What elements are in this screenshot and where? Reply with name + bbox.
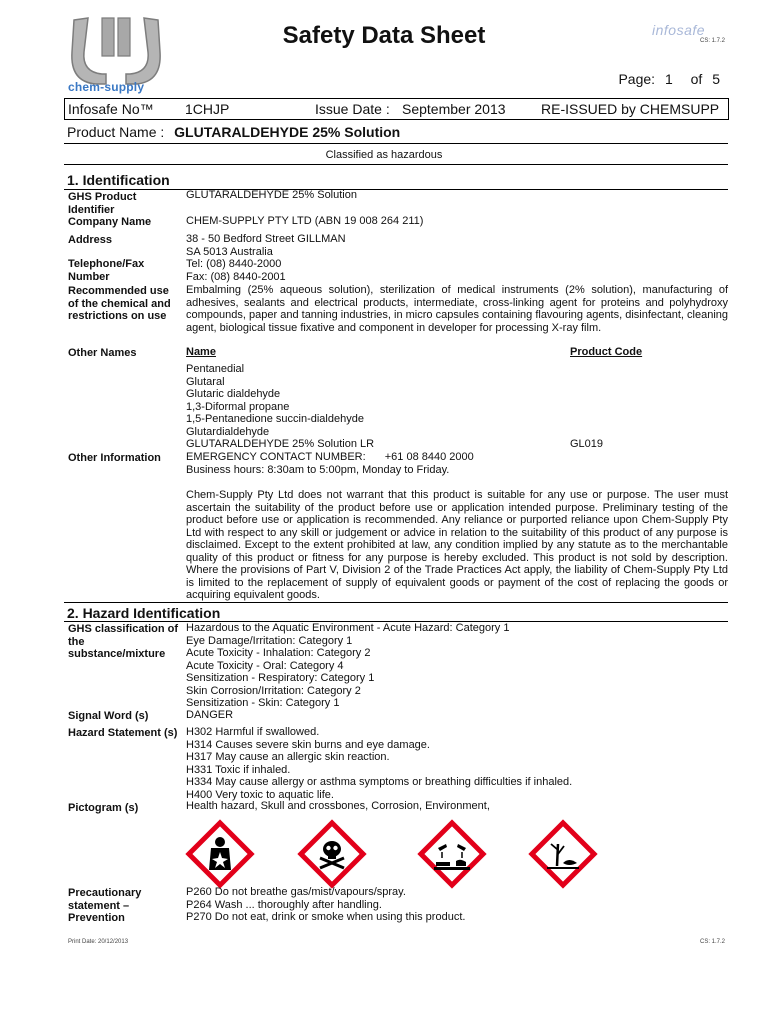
company-name-value [186, 215, 728, 228]
ghs-identifier-value [186, 189, 728, 202]
pictogram-value [186, 800, 728, 813]
precautionary-prevention-label: Precautionary statement – Prevention [68, 887, 142, 924]
product-lr-name: GLUTARALDEHYDE 25% Solution LR [186, 438, 375, 450]
page-of: of [690, 71, 703, 87]
telephone-fax-value [186, 258, 728, 283]
hazard-statement-item: H334 May cause allergy or asthma symptoms or breathing difficulties if inhaled. [186, 776, 573, 788]
address-line: 38 - 50 Bedford Street GILLMAN [186, 233, 346, 245]
corrosion-icon [416, 818, 488, 890]
product-lr-row [186, 438, 728, 451]
recommended-use-value [186, 284, 728, 334]
emergency-number: +61 08 8440 2000 [384, 451, 474, 463]
health-hazard-icon [184, 818, 256, 890]
company-name-label: Company Name [68, 216, 152, 228]
pictogram-text: Health hazard, Skull and crossbones, Corrosion, Environment, [186, 800, 490, 812]
hazard-statement-list [186, 726, 728, 801]
hazard-statement-label: Hazard Statement (s) [68, 727, 178, 739]
page-label: Page: [618, 71, 656, 87]
disclaimer [186, 489, 728, 602]
ghs-classification-label: GHS classification of the substance/mixture [68, 623, 179, 660]
address-line: SA 5013 Australia [186, 245, 273, 258]
name-column-header: Name [186, 346, 216, 358]
ghs-classification-item: Acute Toxicity - Oral: Category 4 [186, 659, 344, 672]
hazard-statement-item: H400 Very toxic to aquatic life. [186, 788, 334, 801]
precautionary-statement-item: P260 Do not breathe gas/mist/vapours/spray. [186, 886, 406, 898]
signal-word-value [186, 709, 728, 722]
telephone: Tel: (08) 8440-2000 [186, 258, 282, 270]
other-name-item: 1,5-Pentanedione succin-dialdehyde [186, 413, 364, 425]
address-value [186, 233, 728, 258]
telephone-fax-label: Telephone/Fax Number [68, 258, 145, 283]
precautionary-list [186, 886, 728, 924]
address-label: Address [68, 234, 113, 246]
infosafe-no-label: Infosafe No™ [68, 101, 154, 117]
issue-date-label: Issue Date : [315, 101, 390, 117]
print-date: Print Date: 20/12/2013 [68, 939, 129, 945]
info-box [64, 98, 729, 120]
page-total: 5 [712, 71, 720, 87]
other-names-list [186, 363, 728, 438]
company-name-text: CHEM-SUPPLY PTY LTD (ABN 19 008 264 211) [186, 215, 424, 227]
ghs-classification-item: Sensitization - Skin: Category 1 [186, 697, 340, 709]
page-indicator [612, 71, 720, 87]
product-code: GL019 [570, 438, 604, 450]
hazard-statement-item: H302 Harmful if swallowed. [186, 726, 320, 738]
cs-version-top: CS: 1.7.2 [700, 38, 726, 44]
recommended-use-label: Recommended use of the chemical and restrictions on use [68, 285, 171, 322]
cs-version-footer: CS: 1.7.2 [700, 939, 726, 945]
other-name-item: Glutaric dialdehyde [186, 388, 281, 400]
other-information-label: Other Information [68, 452, 161, 464]
hazard-statement-item: H314 Causes severe skin burns and eye damage. [186, 738, 430, 751]
product-name: GLUTARALDEHYDE 25% Solution [174, 124, 401, 140]
section-1-title: 1. Identification [67, 172, 170, 188]
logo-text: chem-supply [68, 80, 145, 94]
skull-crossbones-icon [296, 818, 368, 890]
ghs-classification-list [186, 622, 728, 710]
precautionary-statement-item: P270 Do not eat, drink or smoke when using this product. [186, 911, 466, 923]
ghs-identifier-text: GLUTARALDEHYDE 25% Solution [186, 189, 357, 201]
ghs-classification-item: Sensitization - Respiratory: Category 1 [186, 672, 375, 684]
product-code-column-header: Product Code [570, 346, 643, 358]
recommended-use-text: Embalming (25% aqueous solution), sterilization of medical instruments (2% solution), manufacturing of adhesives, sealants and electrical products, intermediate, cross-linking agent for proteins and polyhydroxy compounds, paper and tanning industries, in micro capsules containing flavouring agents, disinfectant, cleaning agent, biological tissue fixative and component in developer for processing X-ray film. [186, 284, 728, 334]
disclaimer-text: Chem-Supply Pty Ltd does not warrant that this product is suitable for any use or purpose. The user must ascertain the suitability of the product before use or application intended purpose. Preliminary testing of the product before use or application is recommended. Any reliance or purported reliance upon Chem-Supply Pty Ltd with respect to any skill or judgement or advice in relation to the suitability of this product of any purpose is disclaimed. Except to the extent prohibited at law, any condition implied by any statute as to the merchantable quality of this product or fitness for any purpose is hereby excluded. This product is not sold by description. Where the provisions of Part V, Division 2 of the Trade Practices Act apply, the liability of Chem-Supply Pty Ltd is limited to the replacement of supply of equivalent goods or payment of the cost of replacing the goods or acquiring equivalent goods. [186, 489, 728, 601]
other-name-item: Glutardialdehyde [186, 425, 270, 438]
issue-date: September 2013 [402, 101, 506, 117]
fax: Fax: (08) 8440-2001 [186, 270, 286, 283]
signal-word: DANGER [186, 709, 234, 721]
classification-status: Classified as hazardous [325, 149, 443, 161]
business-hours: Business hours: 8:30am to 5:00pm, Monday to Friday. [186, 463, 450, 476]
page-number: 1 [664, 71, 673, 87]
other-name-item: Pentanedial [186, 363, 245, 375]
reissued-by: RE-ISSUED by CHEMSUPP [541, 101, 720, 117]
hazard-statement-item: H317 May cause an allergic skin reaction. [186, 751, 390, 763]
other-name-item: 1,3-Diformal propane [186, 400, 290, 413]
infosafe-brand: infosafe [652, 22, 706, 38]
infosafe-no: 1CHJP [185, 101, 230, 117]
product-name-row [67, 124, 400, 140]
precautionary-statement-item: P264 Wash ... thoroughly after handling. [186, 898, 382, 911]
hazard-statement-item: H331 Toxic if inhaled. [186, 763, 291, 776]
ghs-classification-item: Hazardous to the Aquatic Environment - Acute Hazard: Category 1 [186, 622, 510, 634]
divider [64, 164, 728, 165]
document-title: Safety Data Sheet [282, 22, 486, 49]
emergency-contact [186, 451, 728, 476]
product-name-label: Product Name : [67, 124, 165, 140]
section-2-title: 2. Hazard Identification [67, 605, 221, 621]
ghs-identifier-label: GHS Product Identifier [68, 191, 137, 216]
ghs-classification-item: Acute Toxicity - Inhalation: Category 2 [186, 647, 371, 659]
other-name-item: Glutaral [186, 375, 225, 388]
divider [64, 143, 728, 144]
ghs-classification-item: Skin Corrosion/Irritation: Category 2 [186, 684, 361, 697]
signal-word-label: Signal Word (s) [68, 710, 149, 722]
other-names-label: Other Names [68, 347, 137, 359]
divider [64, 602, 728, 603]
ghs-classification-item: Eye Damage/Irritation: Category 1 [186, 634, 353, 647]
other-names-header [186, 346, 728, 359]
environment-icon [527, 818, 599, 890]
emergency-label: EMERGENCY CONTACT NUMBER: [186, 451, 366, 463]
pictogram-label: Pictogram (s) [68, 802, 139, 814]
